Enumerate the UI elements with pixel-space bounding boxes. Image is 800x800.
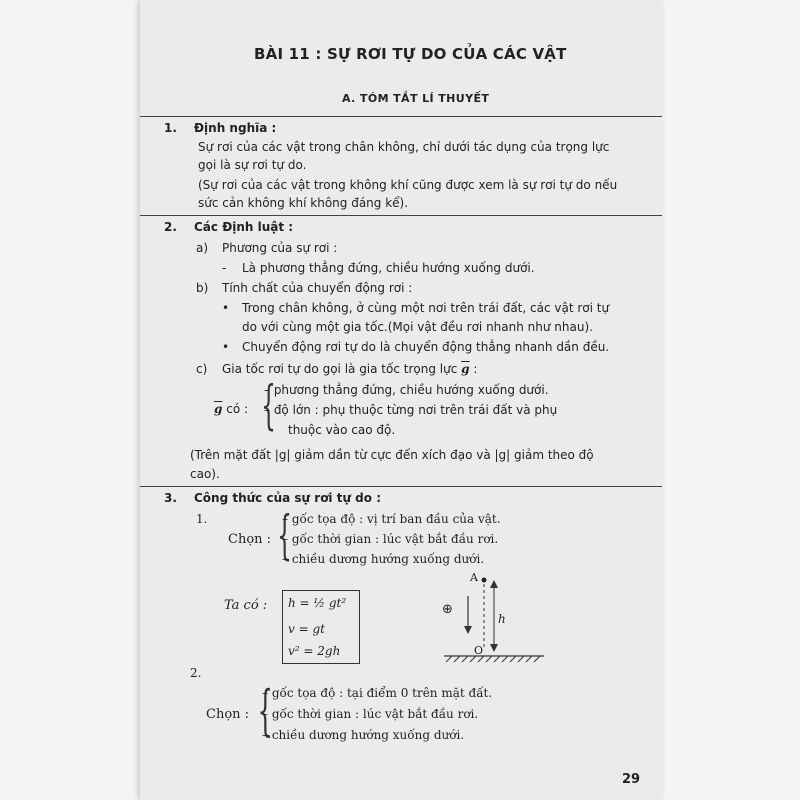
- height-arrow-bottom: [490, 644, 498, 652]
- section-1-heading: Định nghĩa :: [194, 121, 277, 135]
- part-2-item-3: – chiều dương hướng xuống dưới.: [262, 728, 465, 742]
- figure-positive-sign: ⊕: [442, 602, 453, 617]
- item-a-detail: Là phương thẳng đứng, chiều hướng xuống dưới.: [242, 261, 535, 275]
- section-1-divider: [140, 215, 662, 216]
- part-1-choose-label: Chọn :: [228, 532, 272, 547]
- height-arrow-top: [490, 580, 498, 588]
- part-1-number: 1.: [196, 512, 208, 526]
- g-properties-brace: {: [261, 376, 276, 436]
- item-b-text: Tính chất của chuyển động rơi :: [222, 281, 413, 295]
- note-line-1: (Trên mặt đất |g| giảm dần từ cực đến xích đạo và |g| giảm theo độ: [190, 448, 594, 462]
- item-a-bullet: -: [222, 261, 227, 275]
- g-has-label: $\overline{g}$ có :: [214, 402, 249, 416]
- part-1-item-2: – gốc thời gian : lúc vật bắt đầu rơi.: [282, 532, 499, 546]
- part-2-item-1: – gốc tọa độ : tại điểm 0 trên mặt đất.: [262, 686, 493, 700]
- item-c-text: Gia tốc rơi tự do gọi là gia tốc trọng lực $\overline{g}$ :: [222, 362, 478, 376]
- figure-label-A: A: [470, 571, 478, 584]
- item-c-label: c): [196, 362, 208, 376]
- section-1-line-3: (Sự rơi của các vật trong không khí cũng được xem là sự rơi tự do nếu: [198, 178, 618, 192]
- top-divider: [140, 116, 662, 117]
- section-2-number: 2.: [164, 220, 177, 234]
- formula-velocity-squared: v² = 2gh: [288, 644, 341, 658]
- item-b-detail-1-line-1: Trong chân không, ở cùng một nơi trên trái đất, các vật rơi tự: [242, 301, 610, 315]
- item-b-bullet-2: •: [222, 340, 230, 354]
- note-line-2: cao).: [190, 467, 220, 481]
- object-dot: [482, 578, 487, 583]
- g-property-3: thuộc vào cao độ.: [288, 423, 396, 437]
- ground-hatching: [446, 656, 540, 662]
- section-1-line-2: gọi là sự rơi tự do.: [198, 158, 307, 172]
- part-1-brace: {: [277, 506, 292, 566]
- free-fall-figure: [440, 566, 550, 666]
- section-3-number: 3.: [164, 491, 177, 505]
- figure-label-O: O: [474, 644, 484, 657]
- part-2-choose-label: Chọn :: [206, 707, 250, 722]
- section-2-heading: Các Định luật :: [194, 220, 294, 234]
- part-1-item-1: – gốc tọa độ : vị trí ban đầu của vật.: [282, 512, 501, 526]
- positive-arrow-head: [464, 626, 472, 634]
- item-b-detail-2: Chuyển động rơi tự do là chuyển động thẳng nhanh dần đều.: [242, 340, 610, 354]
- g-property-2: – độ lớn : phụ thuộc từng nơi trên trái đất và phụ: [264, 403, 558, 417]
- item-b-bullet-1: •: [222, 301, 230, 315]
- item-b-detail-1-line-2: do với cùng một gia tốc.(Mọi vật đều rơi nhanh như nhau).: [242, 320, 593, 334]
- section-1-number: 1.: [164, 121, 177, 135]
- section-2-divider: [140, 486, 662, 487]
- item-a-text: Phương của sự rơi :: [222, 241, 338, 255]
- formula-height: h = ½ gt²: [288, 596, 347, 610]
- page-number: 29: [622, 772, 641, 787]
- part-2-number: 2.: [190, 666, 202, 680]
- item-a-label: a): [196, 241, 209, 255]
- part-1-item-3: – chiều dương hướng xuống dưới.: [282, 552, 485, 566]
- item-b-label: b): [196, 281, 209, 295]
- figure-label-h: h: [498, 612, 506, 626]
- we-have-label: Ta có :: [224, 598, 268, 613]
- part-2-item-2: – gốc thời gian : lúc vật bắt đầu rơi.: [262, 707, 479, 721]
- textbook-page: [140, 0, 662, 800]
- g-property-1: – phương thẳng đứng, chiều hướng xuống dưới.: [264, 383, 549, 397]
- section-1-line-4: sức cản không khí không đáng kể).: [198, 196, 409, 210]
- section-3-heading: Công thức của sự rơi tự do :: [194, 491, 381, 505]
- formula-velocity: v = gt: [288, 622, 325, 636]
- section-1-line-1: Sự rơi của các vật trong chân không, chỉ dưới tác dụng của trọng lực: [198, 140, 610, 154]
- lesson-title: BÀI 11 : SỰ RƠI TỰ DO CỦA CÁC VẬT: [254, 45, 567, 63]
- part-2-brace: {: [257, 679, 273, 742]
- section-subtitle: A. TÓM TẮT LÍ THUYẾT: [342, 92, 490, 105]
